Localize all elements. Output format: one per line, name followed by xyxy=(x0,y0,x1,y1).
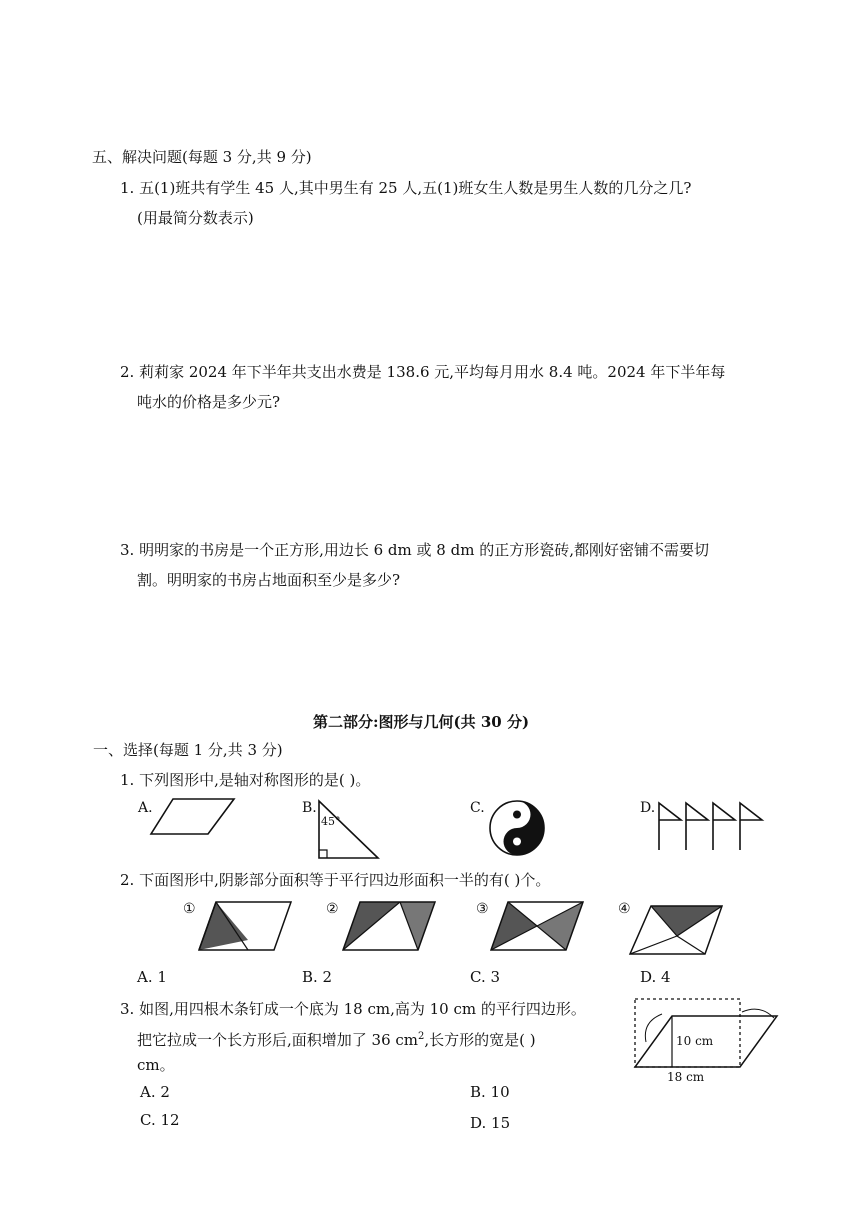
fig-label-3: ③ xyxy=(476,901,489,917)
parallelogram-figure xyxy=(148,796,238,838)
p2-q3-line2: 把它拉成一个长方形后,面积增加了 36 $cm^2$,长方形的宽是( ) xyxy=(137,1031,536,1049)
q3-option-c: C. 12 xyxy=(140,1111,180,1129)
fig-label-1: ① xyxy=(183,901,196,917)
q2-option-c: C. 3 xyxy=(470,968,501,986)
shaded-parallelogram-2 xyxy=(340,900,440,952)
section-title-solve: 五、解决问题(每题 3 分,共 9 分) xyxy=(92,148,312,166)
angle-label: 45° xyxy=(321,815,341,828)
p2-q3-line3: cm。 xyxy=(137,1056,175,1074)
base-label: 18 cm xyxy=(667,1070,705,1084)
part2-heading: 第二部分:图形与几何(共 30 分) xyxy=(313,713,530,731)
q1-option-c: C. xyxy=(470,800,485,816)
p2-q3-line1: 3. 如图,用四根木条钉成一个底为 18 cm,高为 10 cm 的平行四边形。 xyxy=(120,1000,586,1018)
q1-option-a: A. xyxy=(138,800,153,816)
q3-option-d: D. 15 xyxy=(470,1114,511,1132)
q1-line1: 1. 五(1)班共有学生 45 人,其中男生有 25 人,五(1)班女生人数是男生人数的几分之几? xyxy=(120,179,692,197)
shaded-parallelogram-4 xyxy=(627,904,727,956)
flag-pattern-figure xyxy=(656,800,766,852)
p2-q2-text: 2. 下面图形中,阴影部分面积等于平行四边形面积一半的有( )个。 xyxy=(120,871,551,889)
fig-label-2: ② xyxy=(326,901,339,917)
q3-option-b: B. 10 xyxy=(470,1083,510,1101)
height-label: 10 cm xyxy=(676,1034,714,1048)
yin-yang-figure xyxy=(487,798,547,858)
q2-option-a: A. 1 xyxy=(137,968,167,986)
p2-q1-text: 1. 下列图形中,是轴对称图形的是( )。 xyxy=(120,771,371,789)
q1-line2: (用最简分数表示) xyxy=(137,209,254,227)
q2-option-d: D. 4 xyxy=(640,968,671,986)
q1-option-b: B. xyxy=(302,800,317,816)
shaded-parallelogram-3 xyxy=(488,900,588,952)
fig-label-4: ④ xyxy=(618,901,631,917)
section-title-choice: 一、选择(每题 1 分,共 3 分) xyxy=(93,741,283,759)
q2-line1: 2. 莉莉家 2024 年下半年共支出水费是 138.6 元,平均每月用水 8.4 吨。2024 年下半年每 xyxy=(120,363,726,381)
q1-option-d: D. xyxy=(640,800,656,816)
q3-line1: 3. 明明家的书房是一个正方形,用边长 6 dm 或 8 dm 的正方形瓷砖,都刚好密铺不需要切 xyxy=(120,541,709,559)
q3-line2: 割。明明家的书房占地面积至少是多少? xyxy=(137,571,401,589)
q2-option-b: B. 2 xyxy=(302,968,333,986)
q2-line2: 吨水的价格是多少元? xyxy=(137,393,281,411)
shaded-parallelogram-1 xyxy=(196,900,296,952)
q3-option-a: A. 2 xyxy=(140,1083,170,1101)
